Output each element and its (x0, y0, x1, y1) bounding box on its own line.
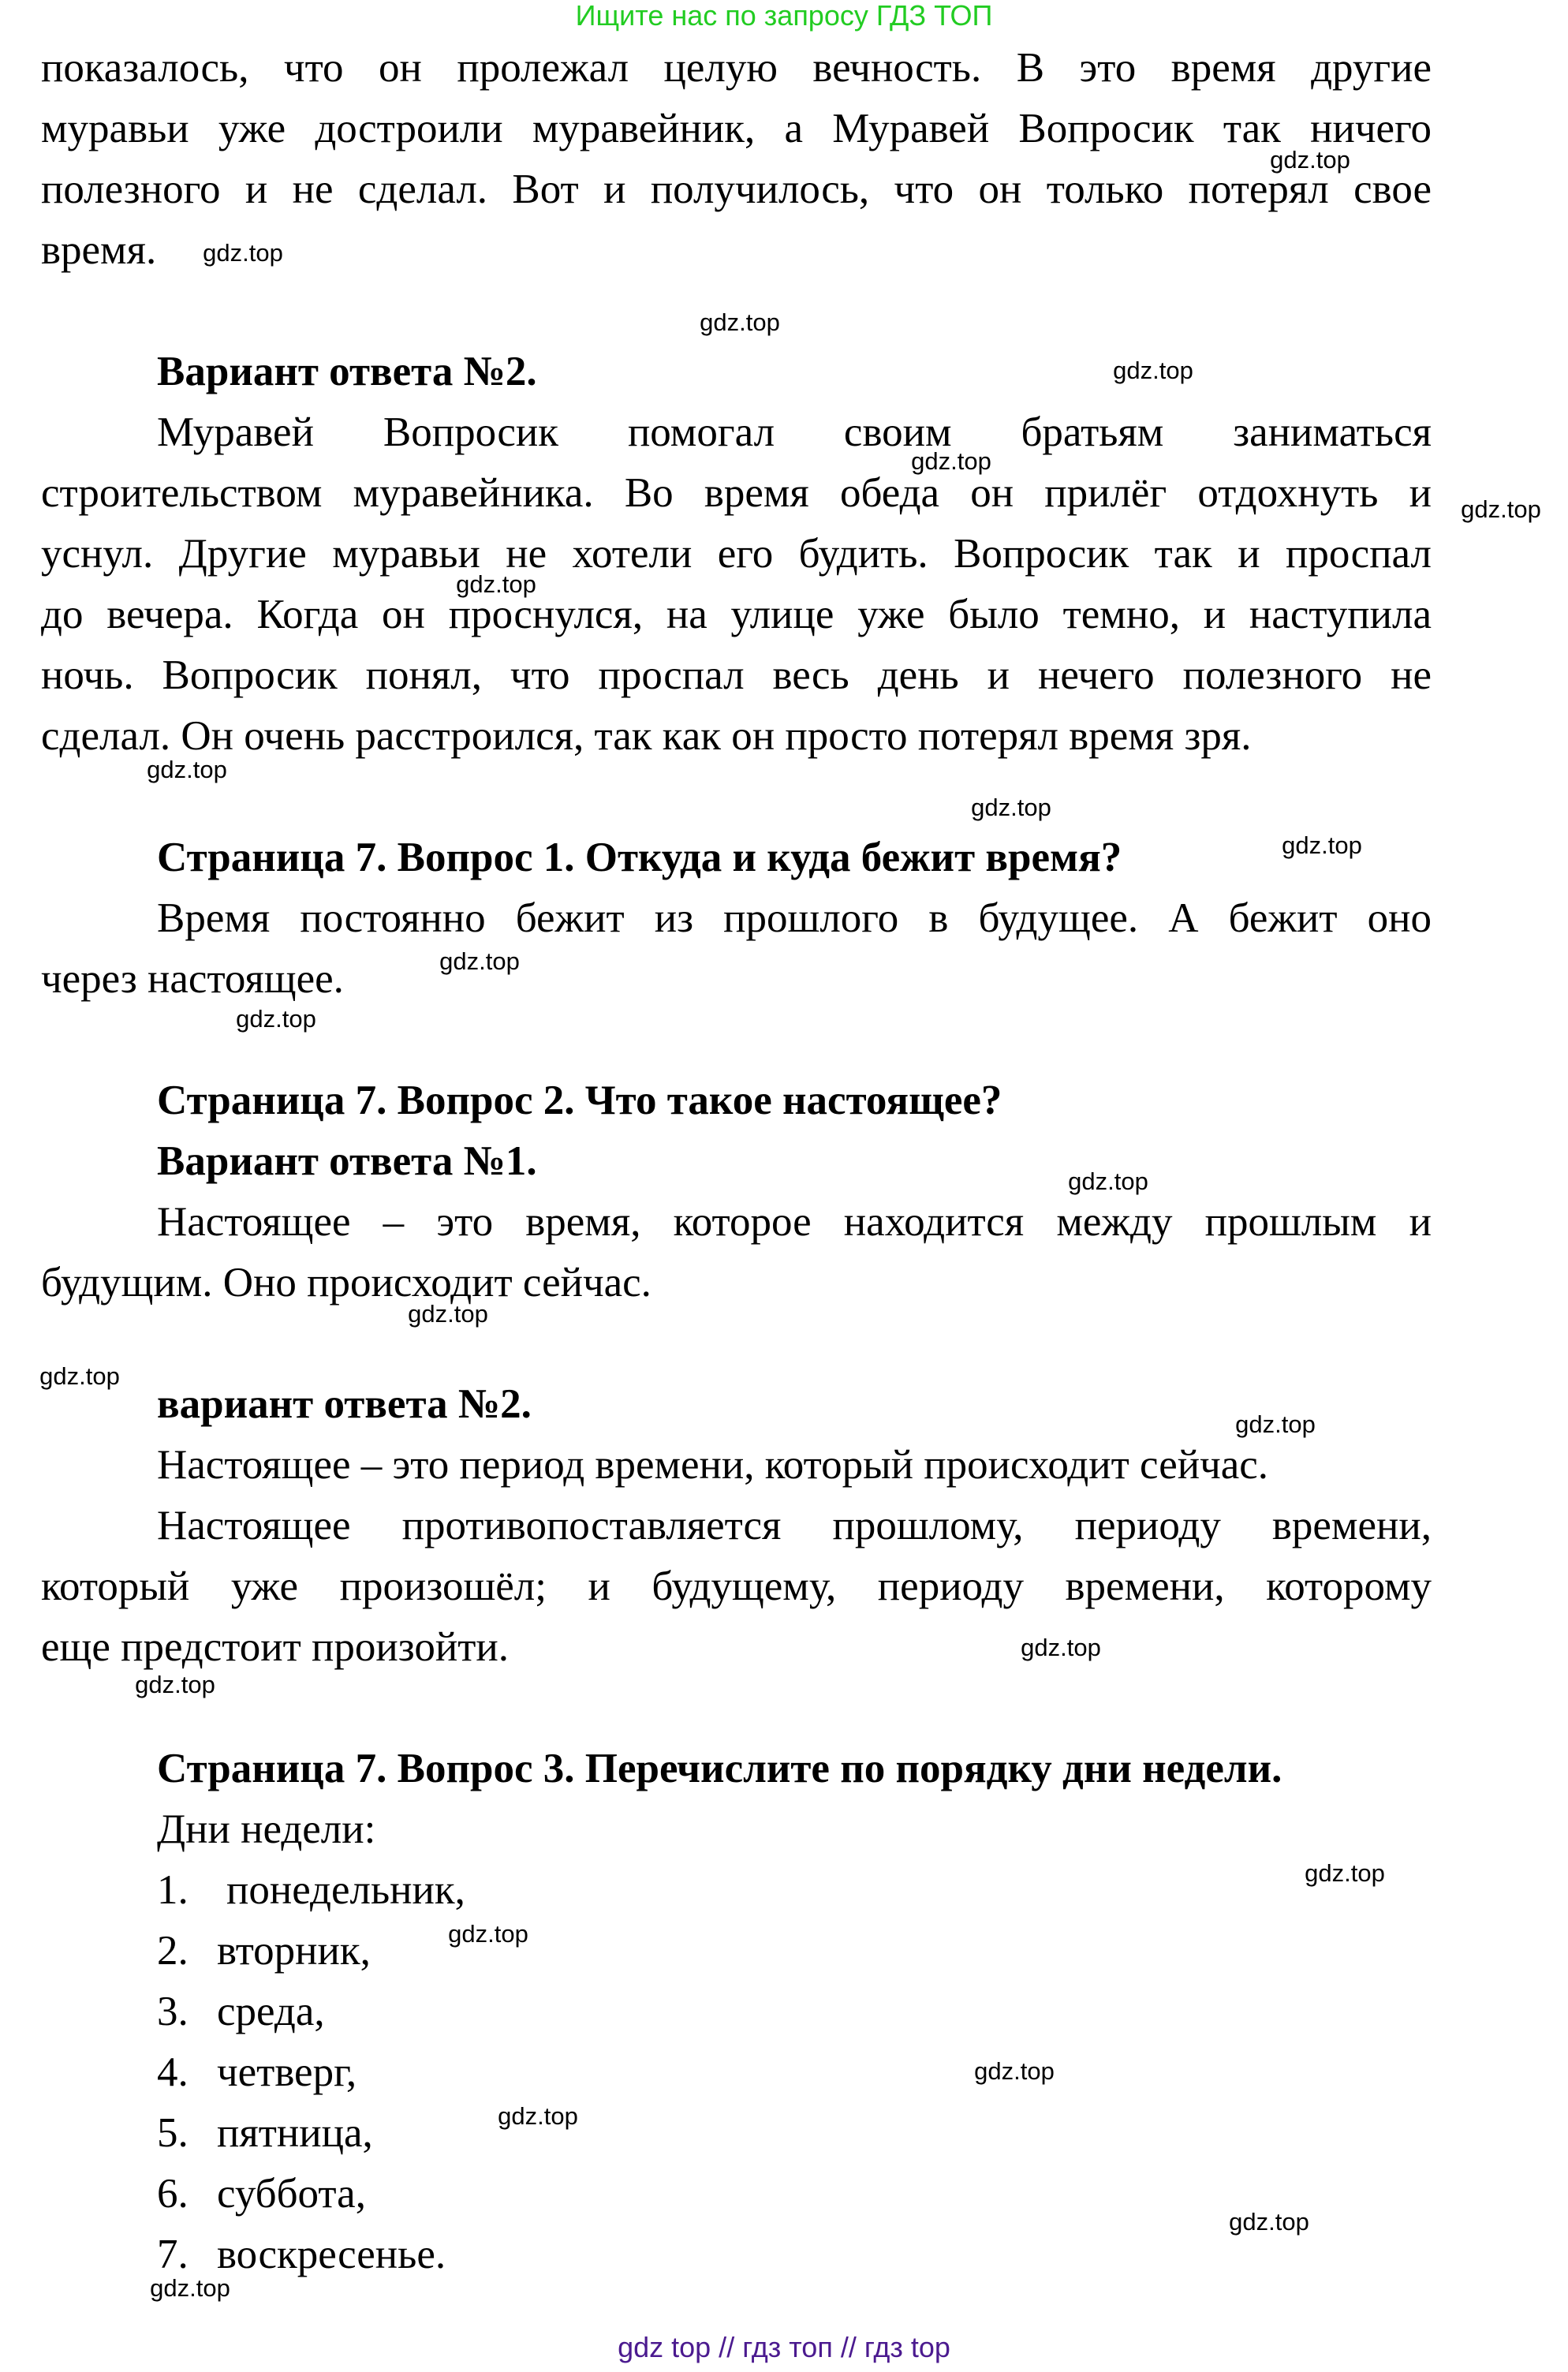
text-line: ночь. Вопросик понял, что проспал весь день и нечего полезного не (41, 652, 1432, 698)
list-intro: Дни недели: (157, 1806, 376, 1852)
list-number: 4. (157, 2049, 189, 2095)
watermark-text: gdz.top (439, 947, 520, 975)
day-name: среда, (217, 1989, 325, 2034)
list-item (41, 2103, 1432, 2164)
watermark-text: gdz.top (700, 308, 780, 336)
document-body (41, 38, 1432, 2285)
watermark-text: gdz.top (498, 2102, 578, 2130)
footer-links[interactable]: gdz top // гдз топ // гдз top (618, 2331, 950, 2363)
text-line: Настоящее – это период времени, который происходит сейчас. (157, 1442, 1269, 1488)
search-banner[interactable]: Ищите нас по запросу ГДЗ ТОП (575, 0, 993, 32)
text-line: Время постоянно бежит из прошлого в будущее. А бежит оно (157, 895, 1432, 941)
text-line: уснул. Другие муравьи не хотели его будить. Вопросик так и проспал (41, 531, 1432, 577)
variant-heading: вариант ответа №2. (157, 1381, 532, 1427)
list-item (41, 2224, 1432, 2285)
watermark-text: gdz.top (1235, 1410, 1316, 1438)
list-number: 6. (157, 2171, 189, 2217)
list-item (41, 1921, 1432, 1982)
text-line: строительством муравейника. Во время обеда он прилёг отдохнуть и (41, 470, 1432, 516)
watermark-text: gdz.top (448, 1920, 528, 1948)
watermark-text: gdz.top (135, 1671, 215, 1698)
watermark-text: gdz.top (39, 1362, 120, 1390)
watermark-text: gdz.top (147, 756, 227, 783)
text-line: Муравей Вопросик помогал своим братьям заниматься (157, 409, 1432, 455)
question-heading: Страница 7. Вопрос 2. Что такое настоящее? (157, 1078, 1002, 1123)
watermark-text: gdz.top (1068, 1167, 1148, 1195)
watermark-text: gdz.top (456, 570, 536, 598)
watermark-text: gdz.top (1305, 1859, 1385, 1887)
text-line: показалось, что он пролежал целую вечность. В это время другие (41, 45, 1432, 91)
watermark-text: gdz.top (974, 2057, 1055, 2085)
watermark-text: gdz.top (1021, 1634, 1101, 1661)
question-heading: Страница 7. Вопрос 1. Откуда и куда бежит время? (157, 835, 1122, 880)
watermark-text: gdz.top (911, 447, 991, 475)
text-line: до вечера. Когда он проснулся, на улице уже было темно, и наступила (41, 592, 1432, 637)
text-line: муравьи уже достроили муравейник, а Муравей Вопросик так ничего (41, 106, 1432, 151)
text-line: сделал. Он очень расстроился, так как он просто потерял время зря. (41, 713, 1252, 759)
text-line: через настоящее. (41, 956, 344, 1002)
watermark-text: gdz.top (1282, 831, 1362, 859)
text-line: еще предстоит произойти. (41, 1624, 510, 1670)
watermark-text: gdz.top (236, 1005, 316, 1033)
text-line: время. (41, 227, 157, 273)
text-line: Настоящее – это время, которое находится между прошлым и (157, 1199, 1432, 1245)
list-item (41, 1982, 1432, 2042)
variant-heading: Вариант ответа №1. (157, 1138, 537, 1184)
watermark-text: gdz.top (971, 794, 1051, 821)
list-number: 1. (157, 1867, 189, 1913)
text-line: будущим. Оно происходит сейчас. (41, 1260, 651, 1306)
question-heading: Страница 7. Вопрос 3. Перечислите по порядку дни недели. (157, 1746, 1282, 1791)
variant-heading: Вариант ответа №2. (157, 349, 537, 394)
watermark-text: gdz.top (203, 239, 283, 267)
watermark-text: gdz.top (1229, 2208, 1309, 2236)
text-line: который уже произошёл; и будущему, периоду времени, которому (41, 1563, 1432, 1609)
day-name: суббота, (217, 2171, 366, 2217)
list-number: 5. (157, 2110, 189, 2156)
day-name: понедельник, (226, 1867, 465, 1913)
text-line: полезного и не сделал. Вот и получилось, что он только потерял свое (41, 166, 1432, 212)
watermark-text: gdz.top (1270, 146, 1350, 174)
watermark-text: gdz.top (150, 2274, 230, 2302)
list-item (41, 1860, 1432, 1921)
day-name: четверг, (217, 2049, 357, 2095)
watermark-text: gdz.top (408, 1300, 488, 1328)
day-name: воскресенье. (217, 2232, 446, 2277)
list-number: 7. (157, 2232, 189, 2277)
watermark-text: gdz.top (1461, 495, 1541, 523)
day-name: пятница, (217, 2110, 373, 2156)
list-item (41, 2042, 1432, 2103)
list-number: 3. (157, 1989, 189, 2034)
list-item (41, 2164, 1432, 2224)
text-line: Настоящее противопоставляется прошлому, периоду времени, (157, 1503, 1432, 1548)
watermark-text: gdz.top (1113, 357, 1193, 384)
day-name: вторник, (217, 1928, 371, 1974)
list-number: 2. (157, 1928, 189, 1974)
